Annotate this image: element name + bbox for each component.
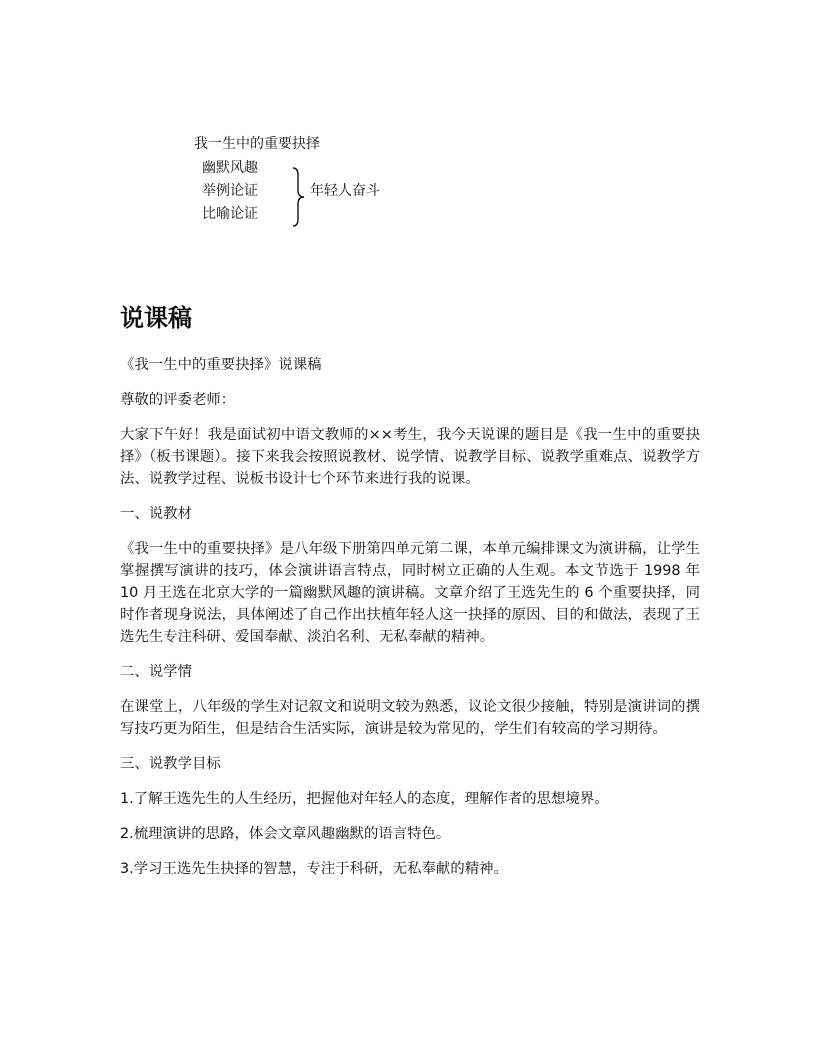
doc-title-line: 《我一生中的重要抉择》说课稿 [120, 357, 322, 373]
objective-3: 3.学习王选先生抉择的智慧，专注于科研，无私奉献的精神。 [120, 861, 508, 877]
board-title: 我一生中的重要抉择 [194, 136, 320, 152]
section-heading-textbook: 一、说教材 [120, 506, 192, 522]
section-heading-students: 二、说学情 [120, 664, 192, 680]
textbook-paragraph: 《我一生中的重要抉择》是八年级下册第四单元第二课，本单元编排课文为演讲稿，让学生掌握撰写演讲的技巧，体会演讲语言特点，同时树立正确的人生观。本文节选于 1998 年 10 月王选在北京大学的一篇幽默风趣的演讲稿。文章介绍了王选先生的 6 个重要抉择，同时作者现身说法，具体阐述了自己作出扶植年轻人这一抉择的原因、目的和做法，表现了王选先生专注科研、爱国奉献、淡泊名利、无私奉献的精神。 [120, 541, 700, 645]
objective-1: 1.了解王选先生的人生经历，把握他对年轻人的态度，理解作者的思想境界。 [120, 791, 609, 807]
board-item-example: 举例论证 [202, 183, 258, 199]
objective-2: 2.梳理演讲的思路，体会文章风趣幽默的语言特色。 [120, 826, 451, 842]
students-paragraph: 在课堂上，八年级的学生对记叙文和说明文较为熟悉，议论文很少接触，特别是演讲词的撰写技巧更为陌生，但是结合生活实际，演讲是较为常见的，学生们有较高的学习期待。 [120, 699, 700, 737]
board-result: 年轻人奋斗 [310, 183, 380, 199]
salutation: 尊敬的评委老师： [120, 392, 236, 408]
blackboard-design [194, 135, 414, 230]
document-body [120, 300, 700, 893]
document-heading: 说课稿 [120, 304, 192, 332]
curly-brace-icon [290, 167, 310, 227]
board-item-metaphor: 比喻论证 [202, 206, 258, 222]
section-heading-objectives: 三、说教学目标 [120, 756, 221, 772]
board-item-humor: 幽默风趣 [202, 160, 258, 176]
intro-paragraph: 大家下午好！我是面试初中语文教师的××考生，我今天说课的题目是《我一生中的重要抉择》（板书课题）。接下来我会按照说教材、说学情、说教学目标、说教学重难点、说教学方法、说教学过程、说板书设计七个环节来进行我的说课。 [120, 427, 700, 487]
